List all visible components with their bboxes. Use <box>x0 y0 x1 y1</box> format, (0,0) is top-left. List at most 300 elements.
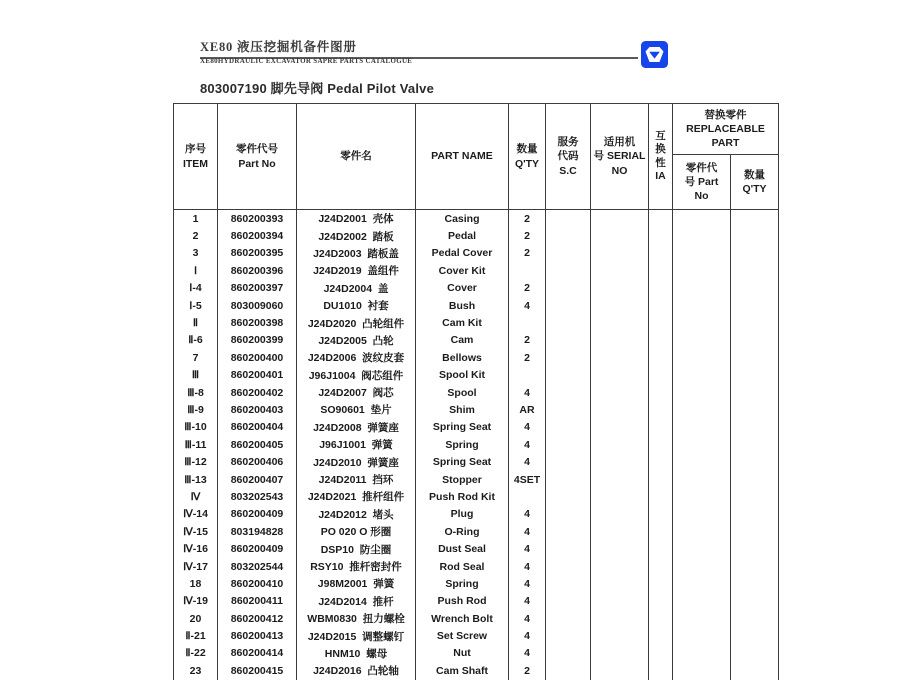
cell-part-name-en: Push Rod <box>416 593 509 610</box>
cell-replace-qty <box>731 453 779 470</box>
cell-replace-part-no <box>673 453 731 470</box>
cell-service-code <box>546 419 591 436</box>
cell-replace-qty <box>731 332 779 349</box>
cell-service-code <box>546 453 591 470</box>
col-header-ia: 互 换 性 IA <box>649 104 673 210</box>
cell-qty: 4 <box>509 297 546 314</box>
cell-item: Ⅳ <box>174 488 218 505</box>
cell-part-no: 860200410 <box>218 575 297 592</box>
cell-item: Ⅲ-12 <box>174 453 218 470</box>
cell-part-no: 860200403 <box>218 401 297 418</box>
cell-qty: 4 <box>509 453 546 470</box>
cell-item: 2 <box>174 227 218 244</box>
cell-replace-part-no <box>673 384 731 401</box>
cell-item: Ⅱ-6 <box>174 332 218 349</box>
cell-qty: 4 <box>509 558 546 575</box>
cell-part-name-en: Pedal <box>416 227 509 244</box>
cell-part-name-en: Spool Kit <box>416 367 509 384</box>
cell-qty <box>509 262 546 279</box>
cell-serial-no <box>591 245 649 262</box>
parts-table <box>173 103 779 680</box>
cell-service-code <box>546 210 591 228</box>
col-header-replaceable-part: 替换零件 REPLACEABLE PART <box>673 104 779 155</box>
cell-part-name-en: Casing <box>416 210 509 228</box>
table-row <box>174 436 779 453</box>
cell-part-name-en: O-Ring <box>416 523 509 540</box>
cell-replace-qty <box>731 523 779 540</box>
cell-serial-no <box>591 314 649 331</box>
cell-part-name-en: Shim <box>416 401 509 418</box>
cell-part-no: 860200394 <box>218 227 297 244</box>
cell-part-name-cn: J96J1004 阀芯组件 <box>297 367 416 384</box>
cell-part-name-en: Spool <box>416 384 509 401</box>
cell-qty <box>509 314 546 331</box>
table-row <box>174 662 779 679</box>
cell-qty: 4SET <box>509 471 546 488</box>
cell-item: Ⅳ-16 <box>174 540 218 557</box>
cell-part-name-cn: J24D2002 踏板 <box>297 227 416 244</box>
cell-part-name-en: Spring <box>416 436 509 453</box>
cell-item: Ⅲ <box>174 367 218 384</box>
table-row <box>174 558 779 575</box>
cell-part-no: 860200399 <box>218 332 297 349</box>
cell-part-name-en: Rod Seal <box>416 558 509 575</box>
cell-replace-qty <box>731 471 779 488</box>
cell-ia <box>649 523 673 540</box>
cell-part-no: 860200401 <box>218 367 297 384</box>
cell-service-code <box>546 332 591 349</box>
cell-item: 1 <box>174 210 218 228</box>
cell-part-no: 860200402 <box>218 384 297 401</box>
cell-part-no: 860200413 <box>218 627 297 644</box>
cell-serial-no <box>591 401 649 418</box>
cell-qty: 4 <box>509 645 546 662</box>
cell-service-code <box>546 367 591 384</box>
cell-replace-part-no <box>673 227 731 244</box>
cell-item: 23 <box>174 662 218 679</box>
cell-serial-no <box>591 436 649 453</box>
cell-ia <box>649 471 673 488</box>
table-row <box>174 367 779 384</box>
cell-ia <box>649 419 673 436</box>
cell-part-name-en: Spring Seat <box>416 453 509 470</box>
cell-item: 3 <box>174 245 218 262</box>
cell-replace-qty <box>731 349 779 366</box>
col-header-qty: 数量 Q'TY <box>509 104 546 210</box>
cell-replace-part-no <box>673 593 731 610</box>
table-header <box>174 104 779 210</box>
table-row <box>174 401 779 418</box>
cell-replace-qty <box>731 419 779 436</box>
cell-service-code <box>546 540 591 557</box>
cell-ia <box>649 610 673 627</box>
cell-part-name-cn: J24D2012 堵头 <box>297 506 416 523</box>
table-row <box>174 575 779 592</box>
cell-item: 18 <box>174 575 218 592</box>
table-row <box>174 453 779 470</box>
cell-part-no: 803009060 <box>218 297 297 314</box>
cell-service-code <box>546 262 591 279</box>
cell-ia <box>649 245 673 262</box>
cell-part-no: 860200412 <box>218 610 297 627</box>
cell-part-name-cn: SO90601 垫片 <box>297 401 416 418</box>
cell-item: Ⅲ-9 <box>174 401 218 418</box>
cell-service-code <box>546 384 591 401</box>
cell-part-name-cn: J24D2021 推杆组件 <box>297 488 416 505</box>
cell-part-name-en: Cam <box>416 332 509 349</box>
cell-ia <box>649 332 673 349</box>
cell-part-name-en: Nut <box>416 645 509 662</box>
xcmg-logo-icon <box>641 41 668 68</box>
cell-qty: AR <box>509 401 546 418</box>
cell-service-code <box>546 523 591 540</box>
cell-serial-no <box>591 471 649 488</box>
cell-replace-qty <box>731 297 779 314</box>
cell-qty <box>509 488 546 505</box>
table-row <box>174 506 779 523</box>
cell-part-name-cn: J24D2001 壳体 <box>297 210 416 228</box>
cell-ia <box>649 367 673 384</box>
cell-item: Ⅳ-17 <box>174 558 218 575</box>
cell-part-name-cn: DU1010 衬套 <box>297 297 416 314</box>
cell-replace-part-no <box>673 210 731 228</box>
col-header-part-name-cn: 零件名 <box>297 104 416 210</box>
table-row <box>174 349 779 366</box>
cell-serial-no <box>591 262 649 279</box>
cell-service-code <box>546 645 591 662</box>
cell-ia <box>649 227 673 244</box>
cell-service-code <box>546 488 591 505</box>
cell-part-no: 860200415 <box>218 662 297 679</box>
table-row <box>174 540 779 557</box>
cell-replace-part-no <box>673 575 731 592</box>
cell-item: Ⅳ-14 <box>174 506 218 523</box>
cell-replace-qty <box>731 367 779 384</box>
cell-serial-no <box>591 488 649 505</box>
cell-part-name-en: Cam Shaft <box>416 662 509 679</box>
table-row <box>174 419 779 436</box>
cell-ia <box>649 662 673 679</box>
cell-part-no: 860200406 <box>218 453 297 470</box>
cell-serial-no <box>591 280 649 297</box>
cell-item: 7 <box>174 349 218 366</box>
cell-part-name-en: Spring <box>416 575 509 592</box>
cell-ia <box>649 436 673 453</box>
cell-serial-no <box>591 332 649 349</box>
cell-part-no: 860200400 <box>218 349 297 366</box>
cell-service-code <box>546 471 591 488</box>
cell-part-name-cn: J24D2004 盖 <box>297 280 416 297</box>
table-row <box>174 645 779 662</box>
cell-part-name-en: Dust Seal <box>416 540 509 557</box>
cell-replace-qty <box>731 488 779 505</box>
cell-qty: 2 <box>509 210 546 228</box>
cell-replace-qty <box>731 245 779 262</box>
cell-service-code <box>546 610 591 627</box>
cell-part-name-en: Bellows <box>416 349 509 366</box>
cell-part-name-en: Bush <box>416 297 509 314</box>
cell-part-no: 860200404 <box>218 419 297 436</box>
cell-ia <box>649 645 673 662</box>
cell-replace-part-no <box>673 523 731 540</box>
cell-item: Ⅰ <box>174 262 218 279</box>
cell-part-name-cn: J98M2001 弹簧 <box>297 575 416 592</box>
table-row <box>174 471 779 488</box>
cell-part-no: 860200395 <box>218 245 297 262</box>
cell-serial-no <box>591 662 649 679</box>
col-header-replace-qty: 数量 Q'TY <box>731 155 779 210</box>
cell-ia <box>649 262 673 279</box>
cell-part-name-en: Set Screw <box>416 627 509 644</box>
cell-item: Ⅲ-13 <box>174 471 218 488</box>
cell-item: Ⅲ-8 <box>174 384 218 401</box>
table-row <box>174 210 779 228</box>
cell-part-no: 860200398 <box>218 314 297 331</box>
cell-replace-qty <box>731 662 779 679</box>
cell-serial-no <box>591 297 649 314</box>
cell-qty: 2 <box>509 245 546 262</box>
cell-replace-qty <box>731 506 779 523</box>
cell-part-name-cn: WBM0830 扭力螺栓 <box>297 610 416 627</box>
cell-replace-part-no <box>673 558 731 575</box>
cell-service-code <box>546 506 591 523</box>
cell-service-code <box>546 436 591 453</box>
cell-part-name-cn: J24D2011 挡环 <box>297 471 416 488</box>
cell-part-name-en: Push Rod Kit <box>416 488 509 505</box>
cell-replace-part-no <box>673 471 731 488</box>
cell-replace-part-no <box>673 280 731 297</box>
cell-part-name-cn: HNM10 螺母 <box>297 645 416 662</box>
table-row <box>174 593 779 610</box>
cell-qty: 4 <box>509 436 546 453</box>
table-row <box>174 314 779 331</box>
cell-qty: 4 <box>509 384 546 401</box>
cell-part-no: 860200407 <box>218 471 297 488</box>
table-row <box>174 297 779 314</box>
cell-replace-qty <box>731 227 779 244</box>
cell-service-code <box>546 593 591 610</box>
cell-part-name-cn: J24D2014 推杆 <box>297 593 416 610</box>
cell-qty: 4 <box>509 540 546 557</box>
cell-part-name-cn: J24D2003 踏板盖 <box>297 245 416 262</box>
cell-part-name-cn: J24D2006 波纹皮套 <box>297 349 416 366</box>
cell-item: Ⅱ-21 <box>174 627 218 644</box>
cell-replace-part-no <box>673 506 731 523</box>
table-row <box>174 262 779 279</box>
cell-replace-part-no <box>673 540 731 557</box>
cell-serial-no <box>591 506 649 523</box>
cell-qty: 2 <box>509 280 546 297</box>
cell-replace-part-no <box>673 488 731 505</box>
cell-part-no: 860200414 <box>218 645 297 662</box>
cell-serial-no <box>591 453 649 470</box>
cell-service-code <box>546 297 591 314</box>
cell-item: Ⅱ <box>174 314 218 331</box>
cell-serial-no <box>591 210 649 228</box>
col-header-part-no: 零件代号 Part No <box>218 104 297 210</box>
cell-part-name-cn: DSP10 防尘圈 <box>297 540 416 557</box>
cell-replace-qty <box>731 627 779 644</box>
cell-service-code <box>546 627 591 644</box>
cell-part-name-cn: PO 020 O 形圈 <box>297 523 416 540</box>
cell-ia <box>649 593 673 610</box>
cell-part-no: 803202544 <box>218 558 297 575</box>
cell-part-name-cn: J96J1001 弹簧 <box>297 436 416 453</box>
catalog-subtitle: XE80HYDRAULIC EXCAVATOR SAPRE PARTS CATALOGUE <box>200 57 413 65</box>
table-row <box>174 627 779 644</box>
cell-service-code <box>546 401 591 418</box>
cell-serial-no <box>591 558 649 575</box>
table-row <box>174 280 779 297</box>
cell-part-name-en: Cover <box>416 280 509 297</box>
cell-part-name-en: Cover Kit <box>416 262 509 279</box>
cell-ia <box>649 488 673 505</box>
cell-ia <box>649 210 673 228</box>
cell-service-code <box>546 245 591 262</box>
cell-replace-part-no <box>673 662 731 679</box>
cell-serial-no <box>591 523 649 540</box>
cell-part-no: 860200409 <box>218 540 297 557</box>
cell-replace-part-no <box>673 610 731 627</box>
table-row <box>174 245 779 262</box>
cell-service-code <box>546 280 591 297</box>
cell-replace-qty <box>731 645 779 662</box>
table-row <box>174 523 779 540</box>
cell-replace-qty <box>731 280 779 297</box>
cell-part-name-cn: RSY10 推杆密封件 <box>297 558 416 575</box>
cell-part-name-en: Stopper <box>416 471 509 488</box>
table-row <box>174 332 779 349</box>
cell-part-no: 860200405 <box>218 436 297 453</box>
cell-item: Ⅳ-19 <box>174 593 218 610</box>
cell-ia <box>649 558 673 575</box>
cell-serial-no <box>591 227 649 244</box>
cell-part-name-en: Pedal Cover <box>416 245 509 262</box>
cell-item: Ⅳ-15 <box>174 523 218 540</box>
cell-serial-no <box>591 593 649 610</box>
cell-part-name-cn: J24D2019 盖组件 <box>297 262 416 279</box>
cell-part-no: 860200411 <box>218 593 297 610</box>
col-header-part-name-en: PART NAME <box>416 104 509 210</box>
cell-service-code <box>546 575 591 592</box>
cell-item: Ⅰ-5 <box>174 297 218 314</box>
table-row <box>174 227 779 244</box>
cell-replace-qty <box>731 384 779 401</box>
page-title: 803007190 脚先导阀 Pedal Pilot Valve <box>200 81 435 96</box>
cell-replace-part-no <box>673 349 731 366</box>
cell-part-no: 860200393 <box>218 210 297 228</box>
cell-part-name-en: Spring Seat <box>416 419 509 436</box>
cell-serial-no <box>591 575 649 592</box>
cell-service-code <box>546 662 591 679</box>
cell-ia <box>649 349 673 366</box>
cell-replace-part-no <box>673 314 731 331</box>
cell-service-code <box>546 314 591 331</box>
cell-part-name-cn: J24D2005 凸轮 <box>297 332 416 349</box>
cell-qty <box>509 367 546 384</box>
cell-ia <box>649 453 673 470</box>
cell-ia <box>649 627 673 644</box>
cell-ia <box>649 506 673 523</box>
cell-qty: 4 <box>509 575 546 592</box>
cell-serial-no <box>591 367 649 384</box>
cell-replace-qty <box>731 401 779 418</box>
cell-item: Ⅲ-11 <box>174 436 218 453</box>
cell-part-no: 860200396 <box>218 262 297 279</box>
cell-qty: 2 <box>509 662 546 679</box>
cell-replace-part-no <box>673 401 731 418</box>
catalog-title: XE80 液压挖掘机备件图册 <box>200 37 638 59</box>
table-row <box>174 610 779 627</box>
cell-qty: 4 <box>509 593 546 610</box>
cell-part-name-cn: J24D2016 凸轮轴 <box>297 662 416 679</box>
table-body <box>174 210 779 680</box>
cell-serial-no <box>591 384 649 401</box>
cell-ia <box>649 297 673 314</box>
cell-serial-no <box>591 610 649 627</box>
cell-item: Ⅲ-10 <box>174 419 218 436</box>
cell-serial-no <box>591 627 649 644</box>
table-row <box>174 384 779 401</box>
cell-service-code <box>546 558 591 575</box>
cell-part-name-cn: J24D2020 凸轮组件 <box>297 314 416 331</box>
cell-replace-part-no <box>673 262 731 279</box>
cell-replace-part-no <box>673 645 731 662</box>
cell-serial-no <box>591 540 649 557</box>
cell-part-no: 860200409 <box>218 506 297 523</box>
cell-replace-qty <box>731 558 779 575</box>
cell-replace-qty <box>731 593 779 610</box>
cell-qty: 4 <box>509 610 546 627</box>
cell-replace-part-no <box>673 627 731 644</box>
cell-replace-part-no <box>673 332 731 349</box>
cell-ia <box>649 280 673 297</box>
cell-replace-qty <box>731 262 779 279</box>
cell-replace-qty <box>731 610 779 627</box>
cell-service-code <box>546 349 591 366</box>
cell-part-name-en: Plug <box>416 506 509 523</box>
cell-replace-qty <box>731 540 779 557</box>
cell-part-no: 803194828 <box>218 523 297 540</box>
cell-serial-no <box>591 645 649 662</box>
table-row <box>174 488 779 505</box>
cell-qty: 4 <box>509 627 546 644</box>
cell-part-no: 803202543 <box>218 488 297 505</box>
cell-replace-part-no <box>673 419 731 436</box>
cell-part-name-cn: J24D2007 阀芯 <box>297 384 416 401</box>
cell-part-no: 860200397 <box>218 280 297 297</box>
cell-ia <box>649 401 673 418</box>
cell-ia <box>649 314 673 331</box>
col-header-serial-no: 适用机 号 SERIAL NO <box>591 104 649 210</box>
cell-part-name-cn: J24D2010 弹簧座 <box>297 453 416 470</box>
col-header-service-code: 服务 代码 S.C <box>546 104 591 210</box>
cell-part-name-en: Cam Kit <box>416 314 509 331</box>
cell-replace-part-no <box>673 245 731 262</box>
cell-qty: 2 <box>509 349 546 366</box>
cell-part-name-en: Wrench Bolt <box>416 610 509 627</box>
cell-serial-no <box>591 349 649 366</box>
cell-qty: 4 <box>509 506 546 523</box>
cell-ia <box>649 575 673 592</box>
cell-qty: 4 <box>509 523 546 540</box>
cell-replace-qty <box>731 314 779 331</box>
cell-replace-qty <box>731 436 779 453</box>
cell-replace-qty <box>731 575 779 592</box>
cell-qty: 2 <box>509 332 546 349</box>
col-header-item: 序号 ITEM <box>174 104 218 210</box>
cell-qty: 2 <box>509 227 546 244</box>
